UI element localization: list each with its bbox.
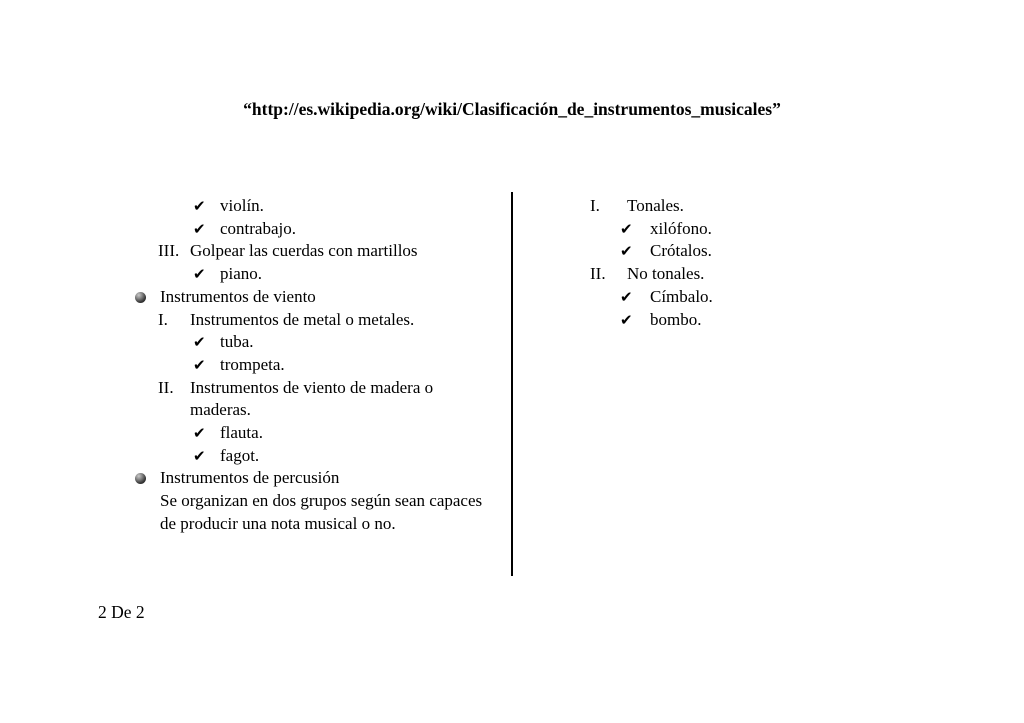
list-item — [135, 218, 495, 241]
roman-numeral-label: II. — [590, 264, 606, 284]
list-item — [135, 422, 495, 445]
list-item — [590, 218, 820, 241]
list-item — [590, 263, 820, 286]
list-item-text: No tonales. — [627, 264, 705, 284]
list-item-text: Crótalos. — [650, 241, 712, 261]
roman-numeral-label: II. — [158, 377, 174, 397]
check-icon: ✔ — [193, 333, 206, 352]
list-item-text: fagot. — [220, 445, 260, 465]
column-divider — [511, 192, 513, 576]
list-item-text: flauta. — [220, 423, 263, 443]
list-item — [135, 240, 495, 263]
sphere-bullet-icon — [135, 467, 160, 490]
list-item-text: bombo. — [650, 309, 702, 329]
list-item — [590, 286, 820, 309]
check-icon: ✔ — [620, 310, 633, 329]
check-icon: ✔ — [193, 424, 206, 443]
list-item — [135, 445, 495, 468]
check-icon: ✔ — [193, 197, 206, 215]
list-item-text: Instrumentos de metal o metales. — [190, 309, 415, 329]
check-icon: ✔ — [620, 219, 633, 238]
list-item-text: trompeta. — [220, 354, 285, 374]
list-item-text: tuba. — [220, 332, 254, 352]
document-title: “http://es.wikipedia.org/wiki/Clasificación_de_instrumentos_musicales” — [243, 99, 781, 119]
list-item-text: Tonales. — [627, 196, 684, 215]
list-item-text: Címbalo. — [650, 286, 713, 306]
list-item-text: Se organizan en dos grupos según sean capaces de producir una nota musical o no. — [160, 491, 483, 533]
list-item — [135, 195, 495, 218]
right-column — [590, 195, 820, 331]
list-item — [135, 286, 495, 309]
sphere-bullet-icon — [135, 286, 160, 309]
list-item — [135, 467, 495, 490]
roman-numeral-label: I. — [590, 196, 600, 215]
list-item — [135, 377, 495, 422]
list-item-text: Instrumentos de viento de madera o maderas. — [190, 377, 434, 420]
check-icon: ✔ — [193, 265, 206, 284]
check-icon: ✔ — [193, 355, 206, 374]
list-item-text: xilófono. — [650, 218, 712, 238]
list-item-text: Golpear las cuerdas con martillos — [190, 241, 418, 261]
list-item — [135, 490, 495, 535]
list-item-text: contrabajo. — [220, 218, 296, 238]
list-item-text: violín. — [220, 196, 264, 215]
check-icon: ✔ — [620, 287, 633, 306]
roman-numeral-label: I. — [158, 309, 168, 329]
list-item-text: Instrumentos de viento — [160, 286, 316, 306]
list-item — [590, 195, 820, 218]
left-column — [135, 195, 495, 536]
list-item — [135, 354, 495, 377]
roman-numeral-label: III. — [158, 241, 180, 261]
check-icon: ✔ — [193, 219, 206, 238]
list-item — [135, 309, 495, 332]
list-item — [590, 240, 820, 263]
list-item — [135, 263, 495, 286]
check-icon: ✔ — [620, 242, 633, 261]
list-item — [135, 331, 495, 354]
check-icon: ✔ — [193, 446, 206, 465]
list-item-text: Instrumentos de percusión — [160, 468, 340, 488]
list-item — [590, 309, 820, 332]
page-number: 2 De 2 — [98, 602, 145, 622]
list-item-text: piano. — [220, 264, 263, 284]
